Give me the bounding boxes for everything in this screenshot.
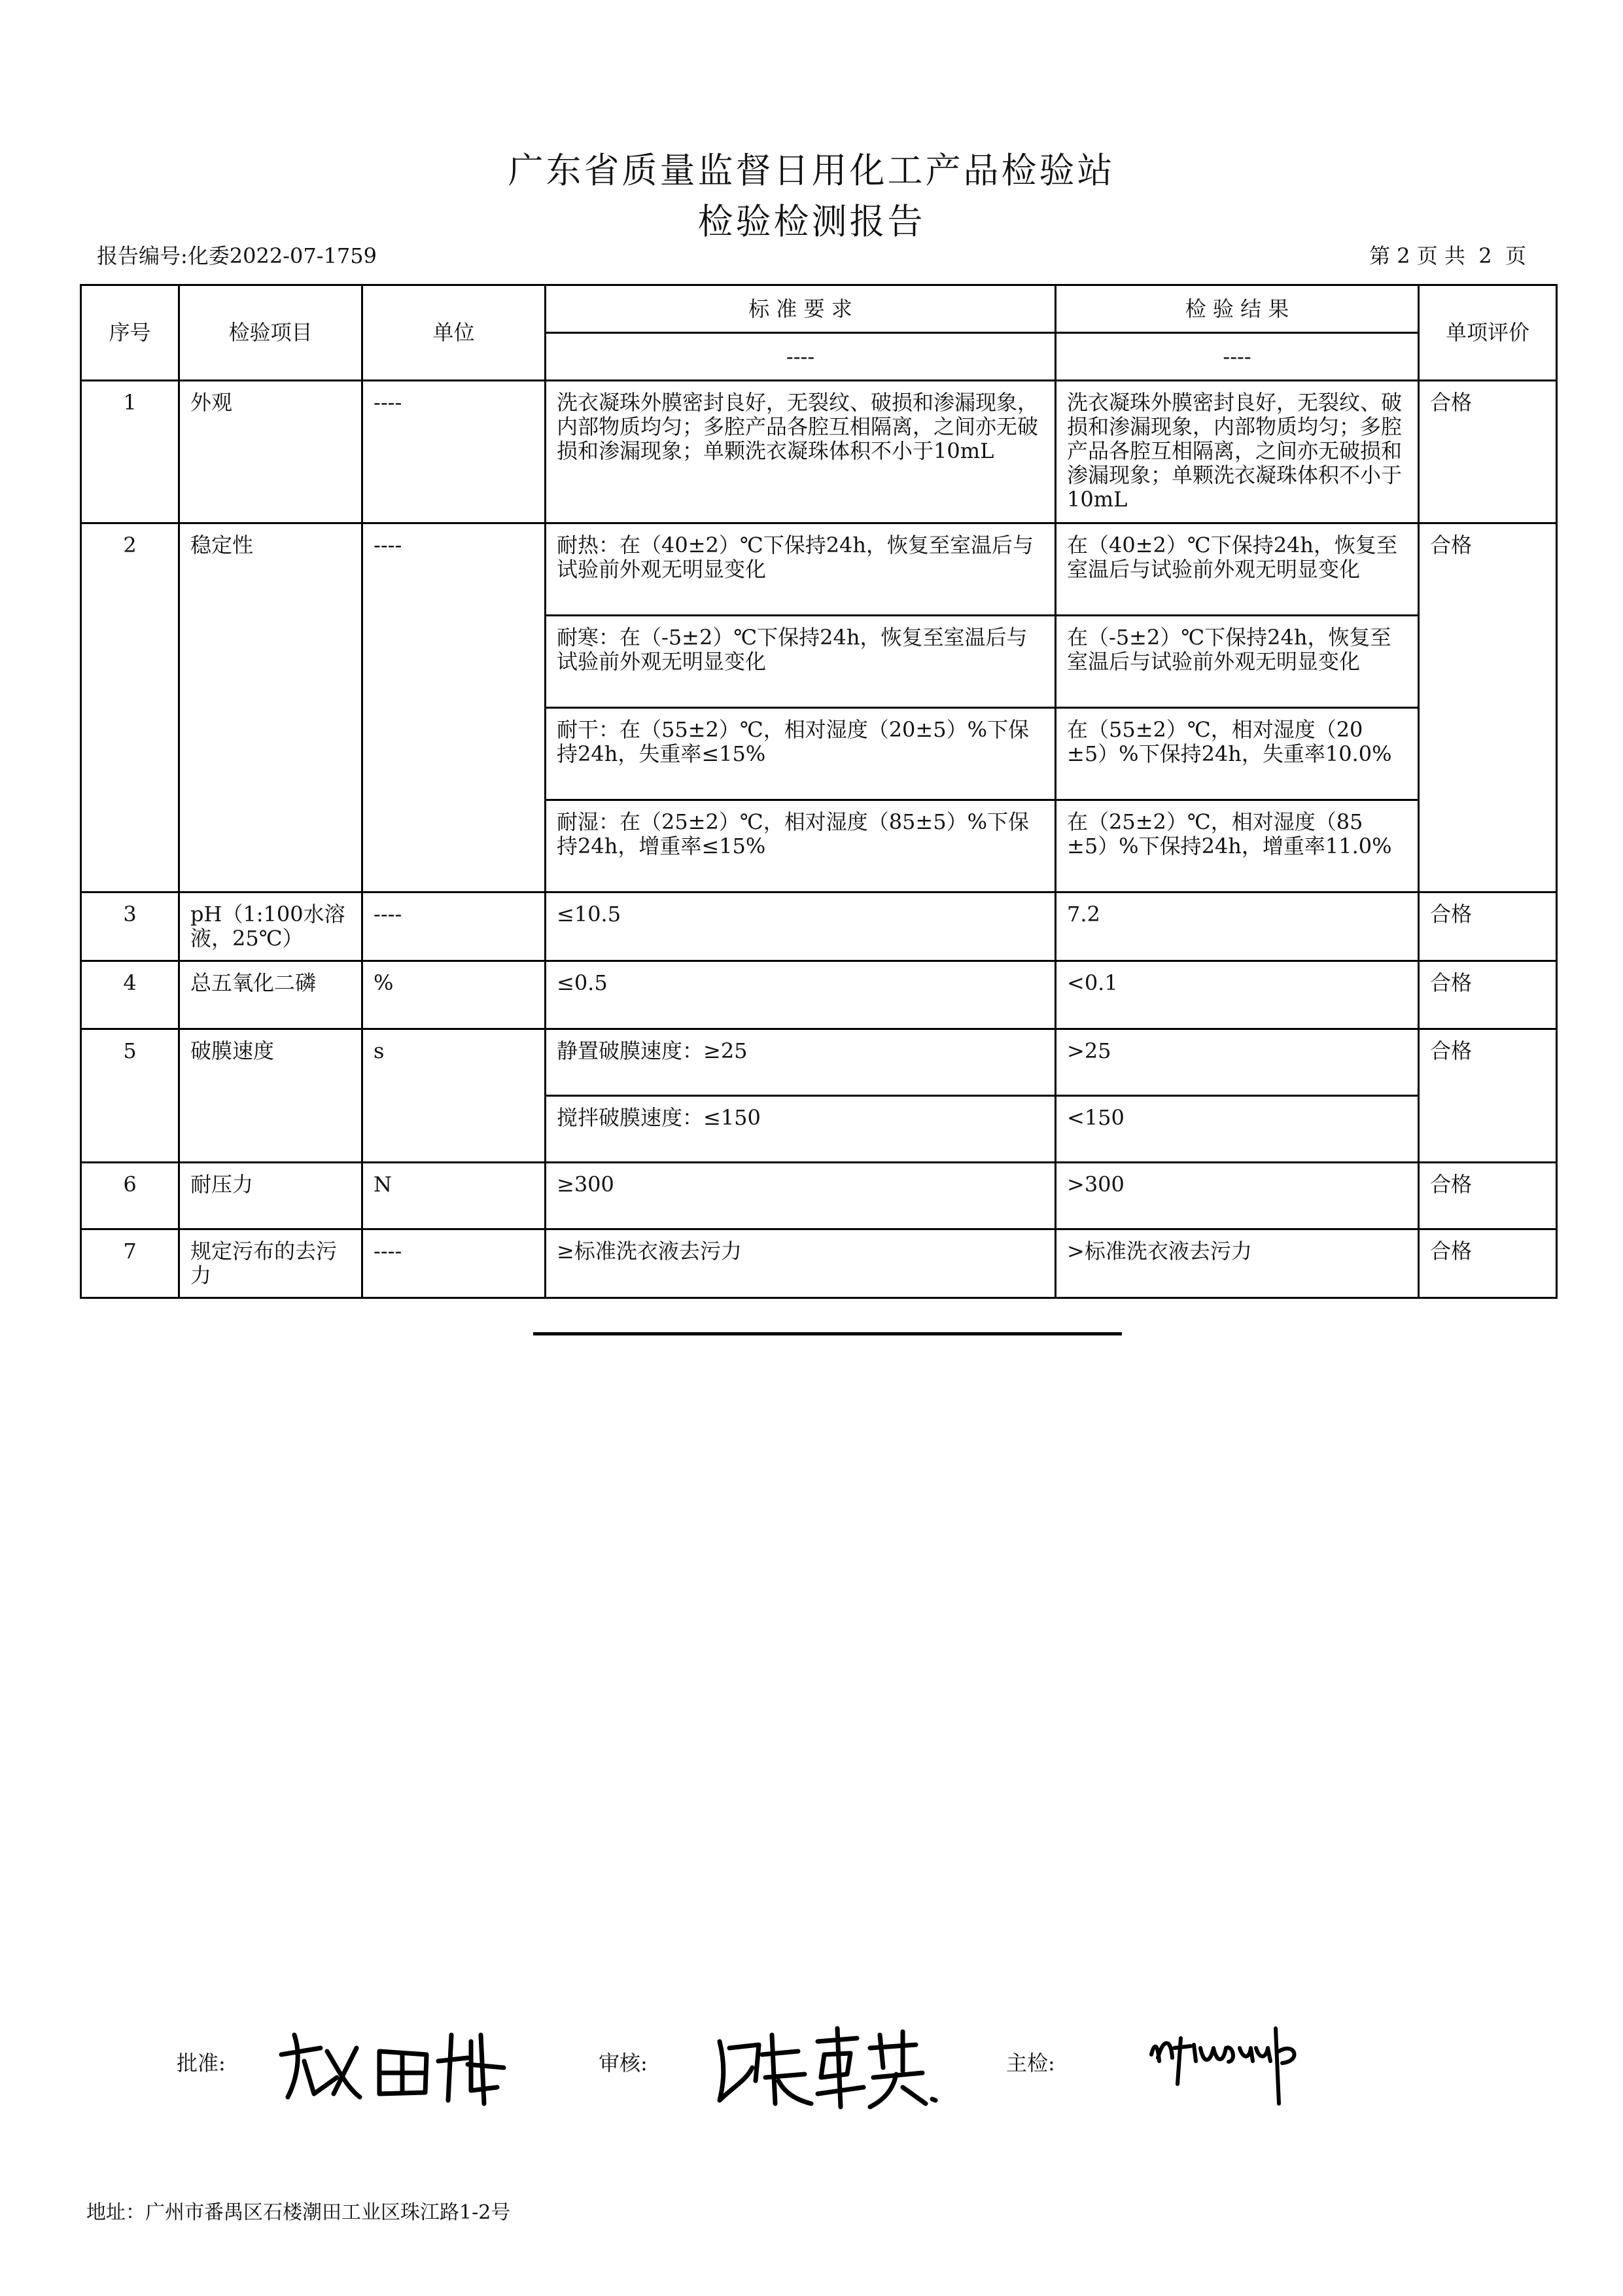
table-row <box>81 961 1557 1029</box>
approve-signature <box>275 2015 510 2113</box>
test-item: 总五氧化二磷 <box>179 961 362 1029</box>
result-cell: <0.1 <box>1056 961 1419 1029</box>
requirement-cell: 洗衣凝珠外膜密封良好，无裂纹、破损和渗漏现象，内部物质均匀；多腔产品各腔互相隔离，之间亦无破损和渗漏现象；单颗洗衣凝珠体积不小于10mL <box>546 381 1056 523</box>
requirement-cell: 耐湿：在（25±2）℃，相对湿度（85±5）%下保持24h，增重率≤15% <box>546 800 1056 892</box>
table-row <box>81 1163 1557 1229</box>
inspector-signature <box>1145 2012 1315 2110</box>
row-number: 4 <box>81 961 179 1029</box>
test-item: 耐压力 <box>179 1163 362 1229</box>
evaluation-cell: 合格 <box>1419 961 1557 1029</box>
requirement-cell: ≥标准洗衣液去污力 <box>546 1229 1056 1298</box>
evaluation-cell: 合格 <box>1419 1229 1557 1298</box>
report-subtitle: 检验检测报告 <box>697 201 926 242</box>
result-cell: 在（55±2）℃，相对湿度（20±5）%下保持24h，失重率10.0% <box>1056 708 1419 800</box>
result-cell: >标准洗衣液去污力 <box>1056 1229 1419 1298</box>
evaluation-cell: 合格 <box>1419 381 1557 523</box>
requirement-cell: ≥300 <box>546 1163 1056 1229</box>
row-number: 5 <box>81 1029 179 1163</box>
column-header-item: 检验项目 <box>179 285 362 381</box>
requirement-cell: ≤0.5 <box>546 961 1056 1029</box>
requirement-cell: ≤10.5 <box>546 892 1056 961</box>
table-row <box>81 1029 1557 1096</box>
requirement-subheader: ---- <box>546 333 1056 381</box>
result-cell: 在（25±2）℃，相对湿度（85±5）%下保持24h，增重率11.0% <box>1056 800 1419 892</box>
result-cell: >25 <box>1056 1029 1419 1096</box>
test-item: 破膜速度 <box>179 1029 362 1163</box>
row-number: 7 <box>81 1229 179 1298</box>
table-row <box>81 381 1557 523</box>
column-header-evaluation: 单项评价 <box>1419 285 1557 381</box>
result-subheader: ---- <box>1056 333 1419 381</box>
result-cell: >300 <box>1056 1163 1419 1229</box>
result-cell: 在（-5±2）℃下保持24h，恢复至室温后与试验前外观无明显变化 <box>1056 616 1419 708</box>
unit-cell: ---- <box>362 381 546 523</box>
review-signature <box>707 2015 942 2113</box>
report-title: 广东省质量监督日用化工产品检验站 <box>508 150 1115 191</box>
unit-cell: s <box>362 1029 546 1163</box>
unit-cell: % <box>362 961 546 1029</box>
address: 地址：广州市番禺区石楼潮田工业区珠江路1-2号 <box>86 2201 511 2224</box>
column-header-no: 序号 <box>81 285 179 381</box>
table-row <box>81 1229 1557 1298</box>
unit-cell: ---- <box>362 1229 546 1298</box>
requirement-cell: 静置破膜速度：≥25 <box>546 1029 1056 1096</box>
unit-cell: ---- <box>362 892 546 961</box>
table-row <box>81 523 1557 616</box>
requirement-cell: 耐寒：在（-5±2）℃下保持24h，恢复至室温后与试验前外观无明显变化 <box>546 616 1056 708</box>
unit-cell: ---- <box>362 523 546 892</box>
requirement-cell: 搅拌破膜速度：≤150 <box>546 1096 1056 1163</box>
row-number: 3 <box>81 892 179 961</box>
column-header-requirement: 标 准 要 求 <box>546 285 1056 333</box>
column-header-result: 检 验 结 果 <box>1056 285 1419 333</box>
table-row <box>81 892 1557 961</box>
evaluation-cell: 合格 <box>1419 523 1557 892</box>
column-header-unit: 单位 <box>362 285 546 381</box>
approve-label: 批准: <box>177 2051 226 2075</box>
test-item: 规定污布的去污力 <box>179 1229 362 1298</box>
evaluation-cell: 合格 <box>1419 1163 1557 1229</box>
requirement-cell: 耐热：在（40±2）℃下保持24h，恢复至室温后与试验前外观无明显变化 <box>546 523 1056 616</box>
inspector-label: 主检: <box>1006 2051 1055 2075</box>
result-cell: 7.2 <box>1056 892 1419 961</box>
test-item: 外观 <box>179 381 362 523</box>
result-cell: 洗衣凝珠外膜密封良好，无裂纹、破损和渗漏现象，内部物质均匀；多腔产品各腔互相隔离，之间亦无破损和渗漏现象；单颗洗衣凝珠体积不小于10mL <box>1056 381 1419 523</box>
row-number: 1 <box>81 381 179 523</box>
test-item: 稳定性 <box>179 523 362 892</box>
row-number: 2 <box>81 523 179 892</box>
table-header-row <box>81 285 1557 333</box>
unit-cell: N <box>362 1163 546 1229</box>
test-item: pH（1:100水溶液，25℃） <box>179 892 362 961</box>
results-table <box>80 284 1558 1299</box>
evaluation-cell: 合格 <box>1419 892 1557 961</box>
page-info: 第 2 页 共 2 页 <box>1369 243 1526 268</box>
row-number: 6 <box>81 1163 179 1229</box>
report-number: 报告编号:化委2022-07-1759 <box>97 243 377 268</box>
evaluation-cell: 合格 <box>1419 1029 1557 1163</box>
end-of-table-rule <box>533 1332 1122 1335</box>
requirement-cell: 耐干：在（55±2）℃，相对湿度（20±5）%下保持24h，失重率≤15% <box>546 708 1056 800</box>
result-cell: <150 <box>1056 1096 1419 1163</box>
result-cell: 在（40±2）℃下保持24h，恢复至室温后与试验前外观无明显变化 <box>1056 523 1419 616</box>
review-label: 审核: <box>599 2051 648 2075</box>
